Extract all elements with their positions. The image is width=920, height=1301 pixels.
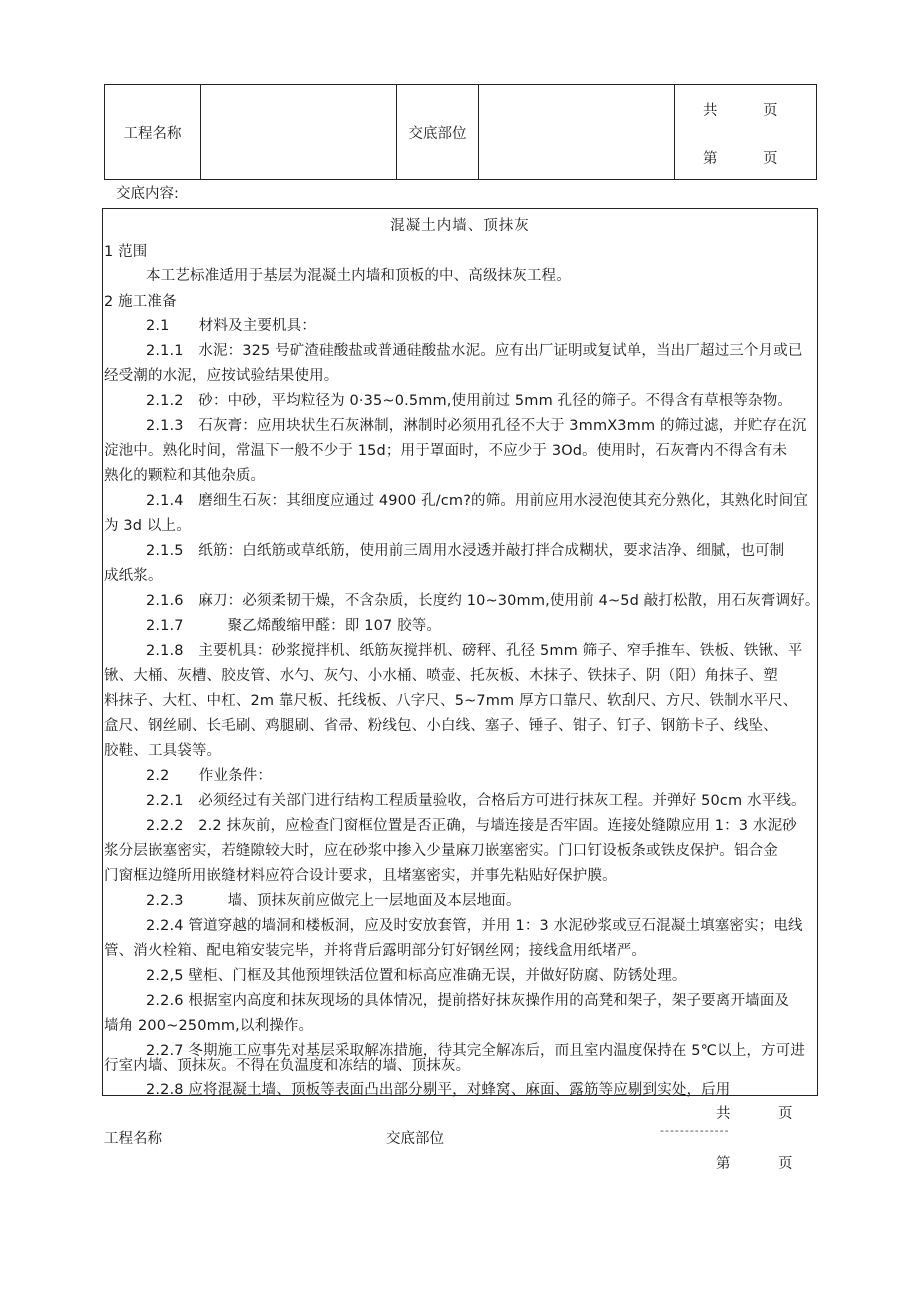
footer-dashes: -------------- bbox=[660, 1124, 730, 1137]
footer-page-number-unit: 页 bbox=[778, 1156, 793, 1172]
section-heading: 2 施工准备 bbox=[104, 294, 177, 310]
paragraph-line: 2.1.4 磨细生石灰：其细度应通过 4900 孔/cm?的筛。用前应用水浸泡使其充分熟化，其熟化时间宜 bbox=[146, 493, 808, 509]
subsection-heading: 2.1 材料及主要机具： bbox=[146, 318, 317, 334]
footer-location-label: 交底部位 bbox=[386, 1131, 444, 1147]
paragraph-line: 为 3d 以上。 bbox=[104, 518, 191, 534]
paragraph-line: 2.1.1 水泥：325 号矿渣硅酸盐或普通硅酸盐水泥。应有出厂证明或复试单，当出厂超过三个月或已 bbox=[146, 343, 803, 359]
subsection-heading: 2.2 作业条件： bbox=[146, 768, 273, 784]
paragraph-line: 2.1.5 纸筋：白纸筋或草纸筋，使用前三周用水浸透并敲打拌合成糊状，要求洁净、细腻，也可制 bbox=[146, 543, 785, 559]
paragraph-line: 2.2,5 壁柜、门框及其他预埋铁活位置和标高应准确无误，并做好防腐、防锈处理。 bbox=[146, 968, 687, 984]
paragraph-line: 经受潮的水泥，应按试验结果使用。 bbox=[104, 368, 339, 384]
project-name-label: 工程名称 bbox=[105, 85, 201, 180]
paragraph-line: 2.2.1 必须经过有关部门进行结构工程质量验收，合格后方可进行抹灰工程。并弹好 50cm 水平线。 bbox=[146, 793, 806, 809]
project-name-value bbox=[201, 85, 397, 180]
paragraph-line: 行室内墙、顶抹灰。不得在负温度和冻结的墙、顶抹灰。 bbox=[104, 1058, 471, 1074]
header-table bbox=[104, 84, 817, 180]
paragraph-line: 2.2.3 墙、顶抹灰前应做完上一层地面及本层地面。 bbox=[146, 893, 521, 909]
paragraph-line: 2.2.4 管道穿越的墙洞和楼板洞，应及时安放套管，并用 1：3 水泥砂浆或豆石混凝土填塞密实；电线 bbox=[146, 918, 803, 934]
total-pages-unit: 页 bbox=[763, 103, 778, 119]
paragraph-line: 2.2.8 应将混凝土墙、顶板等表面凸出部分剔平，对蜂窝、麻面、露筋等应剔到实处，后用 bbox=[146, 1082, 731, 1098]
section-heading: 1 范围 bbox=[104, 244, 148, 260]
paragraph-line: 2.1.6 麻刀：必须柔韧干燥，不含杂质，长度约 10~30mm,使用前 4~5d 敲打松散，用石灰膏调好。 bbox=[146, 593, 820, 609]
page-number-unit: 页 bbox=[763, 151, 778, 167]
content-label: 交底内容: bbox=[116, 186, 179, 202]
paragraph-line: 门窗框边缝所用嵌缝材料应符合设计要求，且堵塞密实，并事先粘贴好保护膜。 bbox=[104, 868, 617, 884]
paragraph-line: 锹、大桶、灰槽、胶皮管、水勺、灰勺、小水桶、喷壶、托灰板、木抹子、铁抹子、阴（阳）角抹子、塑 bbox=[104, 668, 778, 684]
paragraph-line: 2.1.3 石灰膏：应用块状生石灰淋制，淋制时必须用孔径不大于 3mmX3mm 的筛过滤，并贮存在沉 bbox=[146, 418, 807, 434]
paragraph-line: 熟化的颗粒和其他杂质。 bbox=[104, 468, 266, 484]
paragraph-line: 2.1.7 聚乙烯酸缩甲醛：即 107 胶等。 bbox=[146, 618, 442, 634]
footer-total-unit: 页 bbox=[778, 1106, 793, 1122]
paragraph-line: 2.2.6 根据室内高度和抹灰现场的具体情况，提前搭好抹灰操作用的高凳和架子，架子要离开墙面及 bbox=[146, 993, 790, 1009]
paragraph-line: 2.1.8 主要机具：砂浆搅拌机、纸筋灰搅拌机、磅秤、孔径 5mm 筛子、窄手推车、铁板、铁锹、平 bbox=[146, 643, 803, 659]
paragraph-line: 2.2.7 冬期施工应事先对基层采取解冻措施，待其完全解冻后，而且室内温度保持在 5℃以上，方可进 bbox=[146, 1043, 805, 1059]
paragraph-line: 胶鞋、工具袋等。 bbox=[104, 743, 222, 759]
doc-title: 混凝土内墙、顶抹灰 bbox=[390, 218, 530, 234]
paragraph-line: 盒尺、钢丝刷、长毛刷、鸡腿刷、省帚、粉线包、小白线、塞子、锤子、钳子、钉子、钢筋卡子、线坠、 bbox=[104, 718, 778, 734]
paragraph-line: 成纸浆。 bbox=[104, 568, 163, 584]
footer-project-name-label: 工程名称 bbox=[104, 1131, 162, 1147]
paragraph-line: 2.1.2 砂：中砂，平均粒径为 0·35~0.5mm,使用前过 5mm 孔径的筛子。不得含有草根等杂物。 bbox=[146, 393, 792, 409]
location-value bbox=[479, 85, 675, 180]
total-pages-label: 共 bbox=[703, 103, 718, 119]
paragraph-line: 本工艺标准适用于基层为混凝土内墙和顶板的中、高级抹灰工程。 bbox=[146, 268, 571, 284]
page-count-cell bbox=[675, 85, 817, 180]
footer-total-label: 共 bbox=[716, 1106, 731, 1122]
page-number-label: 第 bbox=[703, 151, 718, 167]
paragraph-line: 浆分层嵌塞密实，若缝隙较大时，应在砂浆中掺入少量麻刀嵌塞密实。门口钉设板条或铁皮保护。铝合金 bbox=[104, 843, 778, 859]
paragraph-line: 淀池中。熟化时间，常温下一般不少于 15d；用于罩面时，不应少于 3Od。使用时，石灰膏内不得含有未 bbox=[104, 443, 788, 459]
footer-page-number-label: 第 bbox=[716, 1156, 731, 1172]
paragraph-line: 料抹子、大杠、中杠、2m 靠尺板、托线板、八字尺、5~7mm 厚方口靠尺、软刮尺、方尺、铁制水平尺、 bbox=[104, 693, 798, 709]
location-label: 交底部位 bbox=[397, 85, 479, 180]
paragraph-line: 墙角 200~250mm,以利操作。 bbox=[104, 1018, 314, 1034]
paragraph-line: 2.2.2 2.2 抹灰前，应检查门窗框位置是否正确，与墙连接是否牢固。连接处缝隙应用 1：3 水泥砂 bbox=[146, 818, 797, 834]
paragraph-line: 管、消火栓箱、配电箱安装完毕，并将背后露明部分钉好钢丝网；接线盒用纸堵严。 bbox=[104, 943, 647, 959]
